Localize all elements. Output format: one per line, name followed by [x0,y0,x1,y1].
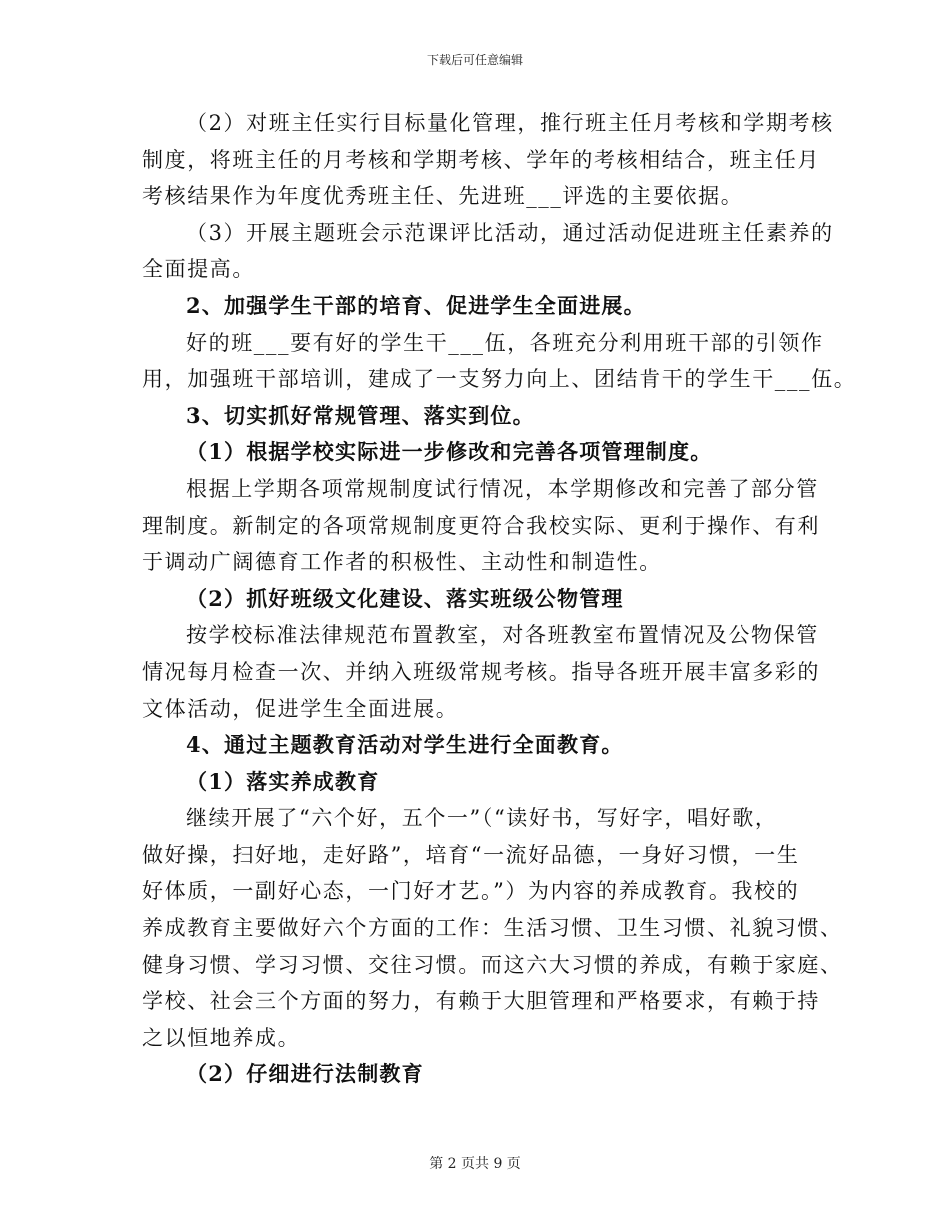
paragraph-line: 制度，将班主任的月考核和学期考核、学年的考核相结合，班主任月 [142,147,820,172]
paragraph-line: 情况每月检查一次、并纳入班级常规考核。指导各班开展丰富多彩的 [142,659,820,684]
paragraph-line: 文体活动，促进学生全面进展。 [142,696,459,721]
paragraph-line: 学校、社会三个方面的努力，有赖于大胆管理和严格要求，有赖于持 [142,989,820,1014]
section-heading: （1）根据学校实际进一步修改和完善各项管理制度。 [186,439,713,465]
paragraph-line: （2）对班主任实行目标量化管理，推行班主任月考核和学期考核 [186,111,834,135]
paragraph-line: 好的班___要有好的学生干___伍，各班充分利用班干部的引领作 [186,330,824,355]
section-heading: 4、通过主题教育活动对学生进行全面教育。 [186,732,624,758]
paragraph-line: 按学校标准法律规范布置教室，对各班教室布置情况及公物保管 [186,623,819,648]
document-body [142,105,857,1093]
page-number: 第 2 页共 9 页 [429,1156,521,1172]
section-heading: （2）仔细进行法制教育 [186,1061,424,1087]
paragraph-line: 全面提高。 [142,257,255,282]
section-heading: （1）落实养成教育 [186,768,380,794]
paragraph-line: （3）开展主题班会示范课评比活动，通过活动促进班主任素养的 [186,220,834,245]
paragraph-line: 好体质，一副好心态，一门好才艺。”）为内容的养成教育。我校的 [142,879,800,904]
paragraph-line: 考核结果作为年度优秀班主任、先进班___评选的主要依据。 [142,184,744,209]
paragraph-line: 做好操，扫好地，走好路”，培育“一流好品德，一身好习惯，一生 [142,842,800,867]
paragraph-line: 用，加强班干部培训，建成了一支努力向上、团结肯干的学生干___伍。 [142,367,857,392]
paragraph-line: 继续开展了“六个好，五个一”（“读好书，写好字，唱好歌， [186,806,778,831]
paragraph-line: 于调动广阔德育工作者的积极性、主动性和制造性。 [142,550,662,575]
section-heading: 2、加强学生干部的培育、促进学生全面进展。 [186,292,646,318]
page-header: 下载后可任意编辑 [426,53,523,67]
paragraph-line: 理制度。新制定的各项常规制度更符合我校实际、更利于操作、有利 [142,513,820,538]
section-heading: （2）抓好班级文化建设、落实班级公物管理 [186,585,624,611]
section-heading: 3、切实抓好常规管理、落实到位。 [186,402,535,428]
paragraph-line: 根据上学期各项常规制度试行情况，本学期修改和完善了部分管 [186,476,819,501]
paragraph-line: 之以恒地养成。 [142,1025,301,1050]
paragraph-line: 健身习惯、学习习惯、交往习惯。而这六大习惯的养成，有赖于家庭、 [142,952,843,977]
paragraph-line: 养成教育主要做好六个方面的工作：生活习惯、卫生习惯、礼貌习惯、 [142,916,843,941]
